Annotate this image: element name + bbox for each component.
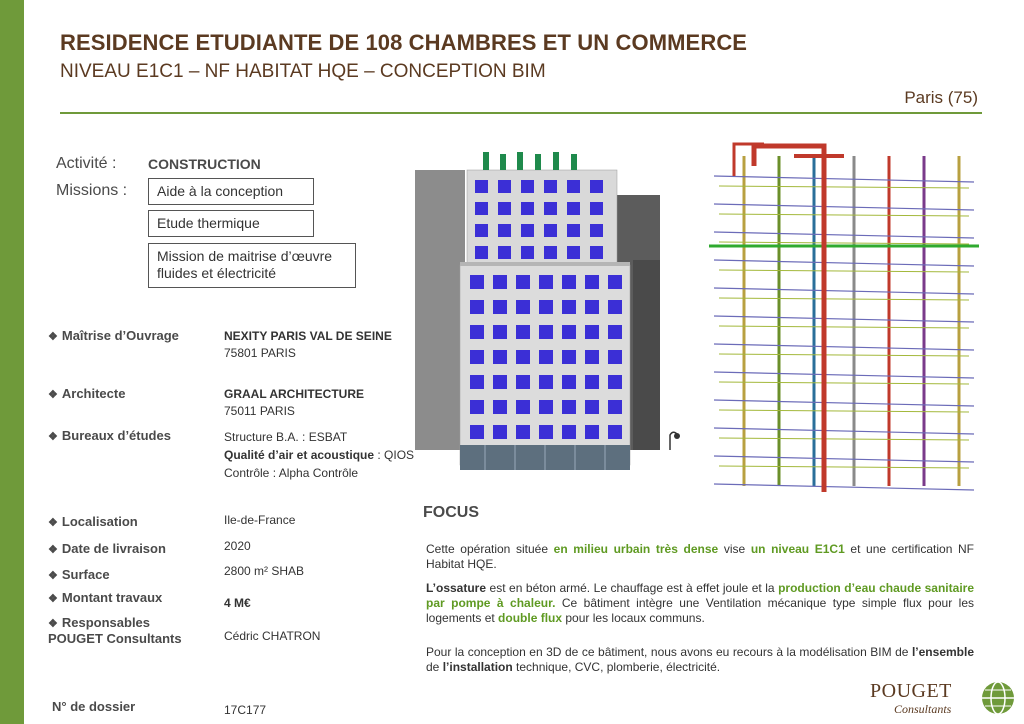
mission-item: fluides et électricité bbox=[157, 265, 277, 281]
focus-paragraph: Pour la conception en 3D de ce bâtiment, nous avons eu recours à la modélisation BIM de l’ensemble de l’installation technique, CVC, plomberie, électricité. bbox=[426, 645, 974, 674]
building-render-image bbox=[415, 150, 690, 480]
mission-item: Etude thermique bbox=[157, 215, 260, 231]
responsables-label: ❖ Responsables bbox=[48, 615, 151, 630]
diamond-bullet-icon: ❖ bbox=[48, 593, 58, 605]
diamond-bullet-icon: ❖ bbox=[48, 389, 58, 401]
focus-paragraph: Cette opération située en milieu urbain très dense vise un niveau E1C1 et une certification NF Habitat HQE. bbox=[426, 542, 974, 571]
diamond-bullet-icon: ❖ bbox=[48, 331, 58, 343]
mission-item: Aide à la conception bbox=[157, 183, 284, 199]
date-value: 2020 bbox=[224, 539, 251, 553]
logo-subtitle: Consultants bbox=[894, 702, 952, 716]
project-location: Paris (75) bbox=[904, 88, 978, 107]
diamond-bullet-icon: ❖ bbox=[48, 570, 58, 582]
architect-value: GRAAL ARCHITECTURE 75011 PARIS bbox=[224, 387, 364, 418]
date-label: ❖ Date de livraison bbox=[48, 541, 166, 556]
montant-value: 4 M€ bbox=[224, 596, 251, 610]
mission-item: Mission de maitrise d’œuvre bbox=[157, 248, 333, 264]
diamond-bullet-icon: ❖ bbox=[48, 544, 58, 556]
focus-heading: FOCUS bbox=[423, 504, 479, 521]
logo-name: POUGET bbox=[870, 680, 952, 702]
architect-label: ❖ Architecte bbox=[48, 386, 126, 401]
activity-value: CONSTRUCTION bbox=[148, 156, 261, 172]
missions-label: Missions : bbox=[56, 182, 128, 199]
activity-label: Activité : bbox=[56, 155, 117, 172]
responsables-value: Cédric CHATRON bbox=[224, 629, 321, 643]
pouget-logo bbox=[870, 678, 1020, 722]
localisation-label: ❖ Localisation bbox=[48, 514, 138, 529]
bureaux-label: ❖ Bureaux d’études bbox=[48, 428, 171, 443]
dossier-label: N° de dossier bbox=[52, 699, 136, 714]
diamond-bullet-icon: ❖ bbox=[48, 431, 58, 443]
moa-label: ❖ Maîtrise d’Ouvrage bbox=[48, 328, 179, 343]
globe-icon bbox=[980, 680, 1016, 716]
page-subtitle: NIVEAU E1C1 – NF HABITAT HQE – CONCEPTION BIM bbox=[60, 61, 546, 82]
moa-value: NEXITY PARIS VAL DE SEINE 75801 PARIS bbox=[224, 329, 392, 360]
mission-box bbox=[148, 210, 314, 237]
left-accent-bar bbox=[0, 0, 24, 724]
surface-value: 2800 m² SHAB bbox=[224, 564, 305, 578]
surface-label: ❖ Surface bbox=[48, 567, 110, 582]
bureaux-value: Structure B.A. : ESBAT Qualité d’air et acoustique : QIOS Contrôle : Alpha Contrôle bbox=[224, 430, 415, 480]
responsables-label-2: POUGET Consultants bbox=[48, 631, 182, 646]
header-divider bbox=[60, 112, 982, 114]
focus-paragraph: L’ossature est en béton armé. Le chauffage est à effet joule et la production d’eau chaude sanitaire par pompe à chaleur. Ce bâtiment intègre une Ventilation mécanique type simple flux pour les logements et double flux pour les locaux communs. bbox=[426, 581, 974, 625]
mission-box bbox=[148, 243, 356, 288]
diamond-bullet-icon: ❖ bbox=[48, 618, 58, 630]
bim-model-image bbox=[704, 136, 984, 492]
page-title: RESIDENCE ETUDIANTE DE 108 CHAMBRES ET UN COMMERCE bbox=[60, 30, 748, 55]
dossier-value: 17C177 bbox=[224, 703, 267, 717]
localisation-value: Ile-de-France bbox=[224, 513, 296, 527]
mission-box bbox=[148, 178, 314, 205]
diamond-bullet-icon: ❖ bbox=[48, 517, 58, 529]
montant-label: ❖ Montant travaux bbox=[48, 590, 163, 605]
